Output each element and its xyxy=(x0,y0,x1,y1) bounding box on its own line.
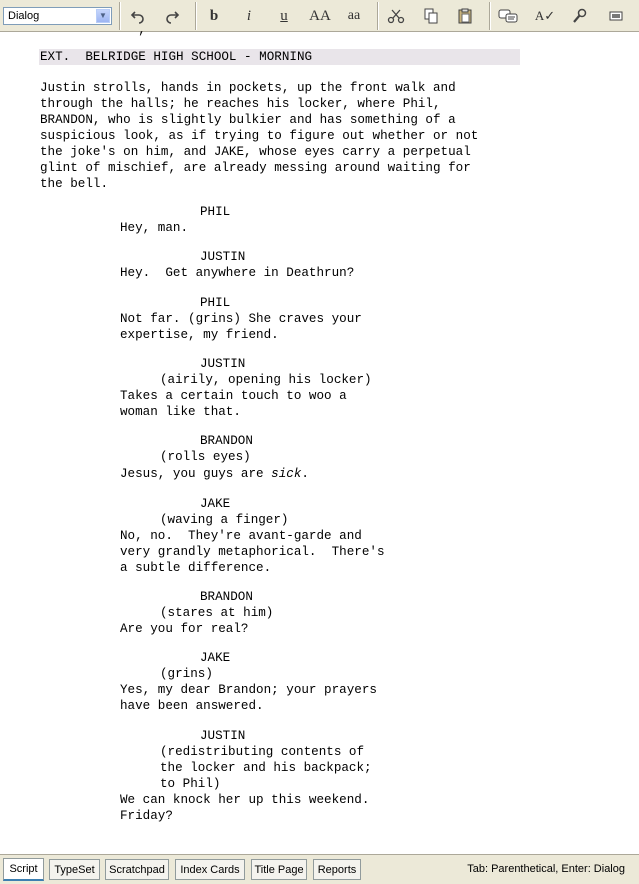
notes-icon xyxy=(498,8,518,24)
toolbar-separator xyxy=(195,2,197,30)
tab-typeset[interactable]: TypeSet xyxy=(49,859,100,880)
dialogue-line: Yes, my dear Brandon; your prayers xyxy=(120,683,377,697)
character-name: PHIL xyxy=(200,296,231,310)
dialogue-line: Takes a certain touch to woo a xyxy=(120,389,347,403)
italic-button[interactable]: i xyxy=(246,8,252,24)
italic-text: sick xyxy=(271,467,302,481)
parenthetical: (airily, opening his locker) xyxy=(160,373,372,387)
character-name: JUSTIN xyxy=(200,250,246,264)
dialogue-line: Hey, man. xyxy=(120,221,189,235)
parenthetical: the locker and his backpack; xyxy=(160,761,372,775)
dialogue-line: Hey. Get anywhere in Deathrun? xyxy=(120,266,355,280)
bold-button[interactable]: b xyxy=(209,8,219,24)
dialogue-line: expertise, my friend. xyxy=(120,328,279,342)
uppercase-button[interactable]: AA xyxy=(309,8,331,24)
cut-icon xyxy=(387,8,405,24)
tab-script[interactable]: Script xyxy=(3,858,44,881)
toolbar-separator xyxy=(489,2,491,30)
find-button[interactable] xyxy=(568,5,592,27)
parenthetical: (waving a finger) xyxy=(160,513,289,527)
parenthetical: (stares at him) xyxy=(160,606,274,620)
tab-index-cards[interactable]: Index Cards xyxy=(175,859,245,880)
toolbar-separator xyxy=(377,2,379,30)
action-line: the bell. xyxy=(40,177,109,191)
redo-button[interactable] xyxy=(160,5,184,27)
character-name: BRANDON xyxy=(200,590,253,604)
character-name: JAKE xyxy=(200,651,231,665)
dialogue-line: Not far. (grins) She craves your xyxy=(120,312,362,326)
dialogue-line xyxy=(120,466,309,482)
action-line: Justin strolls, hands in pockets, up the front walk and xyxy=(40,81,456,95)
element-style-value: Dialog xyxy=(8,10,40,22)
action-line: glint of mischief, are already messing around waiting for xyxy=(40,161,471,175)
dialogue-line: a subtle difference. xyxy=(120,561,272,575)
dialogue-line: Are you for real? xyxy=(120,622,249,636)
parenthetical: to Phil) xyxy=(160,777,221,791)
redo-icon xyxy=(164,8,180,24)
action-line: BRANDON, who is slightly bulkier and has something of a xyxy=(40,113,456,127)
parenthetical: (rolls eyes) xyxy=(160,450,251,464)
tab-scratchpad[interactable]: Scratchpad xyxy=(105,859,169,880)
chevron-down-icon[interactable]: ▼ xyxy=(96,9,110,23)
underline-button[interactable]: u xyxy=(280,8,288,24)
spellcheck-button[interactable] xyxy=(533,5,557,27)
script-editor[interactable] xyxy=(0,23,639,854)
character-name: JAKE xyxy=(200,497,231,511)
dialogue-text: Jesus, you guys are xyxy=(120,467,272,481)
parenthetical: (grins) xyxy=(160,667,213,681)
character-name: JUSTIN xyxy=(200,729,246,743)
status-text: Tab: Parenthetical, Enter: Dialog xyxy=(467,863,625,875)
paste-button[interactable] xyxy=(453,5,477,27)
dialogue-line: woman like that. xyxy=(120,405,241,419)
character-name: JUSTIN xyxy=(200,357,246,371)
parenthetical: (redistributing contents of xyxy=(160,745,365,759)
tab-title-page[interactable]: Title Page xyxy=(251,859,307,880)
bottom-tab-bar xyxy=(0,854,639,884)
dialogue-line: We can knock her up this weekend. xyxy=(120,793,370,807)
lowercase-button[interactable]: aa xyxy=(347,8,361,23)
copy-button[interactable] xyxy=(419,5,443,27)
tab-reports[interactable]: Reports xyxy=(313,859,361,880)
action-line: the joke's on him, and JAKE, whose eyes carry a perpetual xyxy=(40,145,471,159)
paste-icon xyxy=(457,8,473,24)
more-button[interactable] xyxy=(604,5,628,27)
dialogue-line: very grandly metaphorical. There's xyxy=(120,545,385,559)
notes-button[interactable] xyxy=(496,5,520,27)
dialogue-line: Friday? xyxy=(120,809,173,823)
dialogue-text: . xyxy=(301,467,309,481)
scrolled-line: , xyxy=(40,23,146,37)
character-name: PHIL xyxy=(200,205,231,219)
character-name: BRANDON xyxy=(200,434,253,448)
copy-icon xyxy=(423,8,439,24)
find-icon xyxy=(572,8,588,24)
dialogue-line: No, no. They're avant-garde and xyxy=(120,529,362,543)
dialogue-line: have been answered. xyxy=(120,699,264,713)
cut-button[interactable] xyxy=(384,5,408,27)
action-line: suspicious look, as if trying to figure out whether or not xyxy=(40,129,479,143)
action-line: through the halls; he reaches his locker, where Phil, xyxy=(40,97,441,111)
spellcheck-icon: A✓ xyxy=(534,8,556,23)
card-icon xyxy=(608,8,624,24)
scene-heading: EXT. BELRIDGE HIGH SCHOOL - MORNING xyxy=(39,49,520,65)
